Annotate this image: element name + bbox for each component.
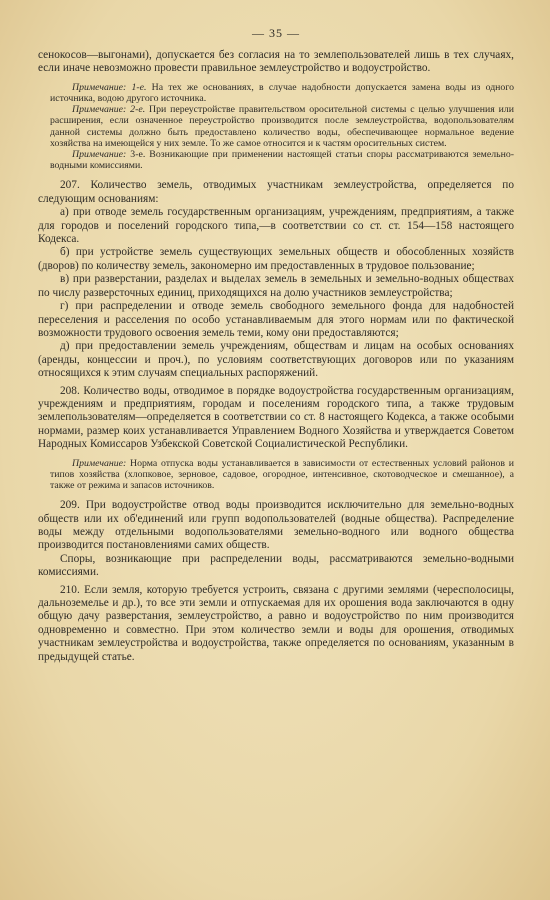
- article-208: 208. Количество воды, отводимое в порядке водоустройства государственным организациям, учреждениям и предприятиям, городам и поселениям городского типа, а также трудовым землепользователям—определяется в соответствии со ст. 8 настоящего Кодекса, а также особыми нормами, размер коих устанавливается Управлением Водного Хозяйства и утверждается Советом Народных Комиссаров Узбекской Советской Социалистической Республики.: [38, 384, 514, 451]
- note-1: [50, 82, 514, 104]
- article-207-item-d: д) при предоставлении земель учреждениям, обществам и лицам на особых основаниях (аренды, концессии и проч.), по условиям соответствующих договоров или по указаниям относящихся к этим случаям специальных распоряжений.: [38, 340, 514, 380]
- note-label: Примечание:: [72, 149, 127, 161]
- article-210: 210. Если земля, которую требуется устроить, связана с другими землями (чересполосицы, дальноземелье и др.), то все эти земли и отпускаемая для их орошения вода заключаются в одну общую дачу разверстания, землеустройство, а равно и водоустройство по ним производится одновременно и совместно. При этом количество земли и воды для орошения, отводимых участникам землеустройства и водоустройства, также определяется по основаниям, указанным в предыдущей статье.: [38, 583, 514, 663]
- article-207-item-a: а) при отводе земель государственным организациям, учреждениям, предприятиям, а также для городов и поселений городского типа,—в соответствии со ст. ст. 154—158 настоящего Кодекса.: [38, 206, 514, 246]
- article-209: 209. При водоустройстве отвод воды производится исключительно для земельно-водных обществ или их об'единений или групп водопользователей (водные общества). Распределение воды между отдельными водопользователями земельно-водного или водного общества производится постановлениями самих обществ.: [38, 499, 514, 552]
- page-number: — 35 —: [252, 26, 300, 40]
- paragraph-continued: сенокосов—выгонами), допускается без согласия на то землепользователей лишь в тех случаях, если иначе невозможно провести правильное землеустройство и водоустройство.: [38, 49, 514, 75]
- article-207-intro: 207. Количество земель, отводимых участникам землеустройства, определяется по следующим основаниям:: [38, 179, 514, 205]
- article-207-item-v: в) при разверстании, разделах и выделах земель в земельных и земельно-водных обществах по числу разверсточных единиц, приходящихся на долю участников землеустройства;: [38, 273, 514, 299]
- note-label: Примечание: 1-е.: [72, 81, 147, 93]
- note-208-block: [50, 458, 514, 492]
- note-text: На тех же основаниях, в случае надобности допускается замена воды из одного источника, водою другого источника.: [50, 81, 514, 105]
- note-label: Примечание: 2-е.: [72, 104, 146, 116]
- note-208: [50, 458, 514, 492]
- note-3: [50, 149, 514, 171]
- note-text: Норма отпуска воды устанавливается в зависимости от естественных условий районов и типов хозяйства (хлопковое, зерновое, садовое, огородное, интенсивное, скотоводческое и смешанное), а также от режима и запасов источников.: [50, 457, 514, 491]
- note-2: [50, 104, 514, 149]
- article-207-item-g: г) при распределении и отводе земель свободного земельного фонда для надобностей переселения и расселения по особо устанавливаемым для этого нормам или по фактической возможности трудового освоения земель теми, кому они предоставляются;: [38, 300, 514, 339]
- article-209-disputes: Споры, возникающие при распределении воды, рассматриваются земельно-водными комиссиями.: [38, 552, 514, 579]
- notes-block: [50, 82, 514, 172]
- article-207-item-b: б) при устройстве земель существующих земельных обществ и обособленных хозяйств (дворов) по количеству земель, закономерно им предоставленных в трудовое пользование;: [38, 246, 514, 272]
- note-text: При переустройстве правительством оросительной системы с целью улучшения или расширения, если означенное переустройство производится после землеустройства, водопользователям данной системы должно быть предоставлено количество воды, обеспечивающее нормальное ведение хозяйства на имеющейся у них земле. То же самое относится и к частям оросительных систем.: [50, 104, 514, 149]
- note-text: 3-е. Возникающие при применении настоящей статьи споры рассматриваются земельно-водными комиссиями.: [50, 149, 514, 172]
- note-label: Примечание:: [72, 457, 127, 469]
